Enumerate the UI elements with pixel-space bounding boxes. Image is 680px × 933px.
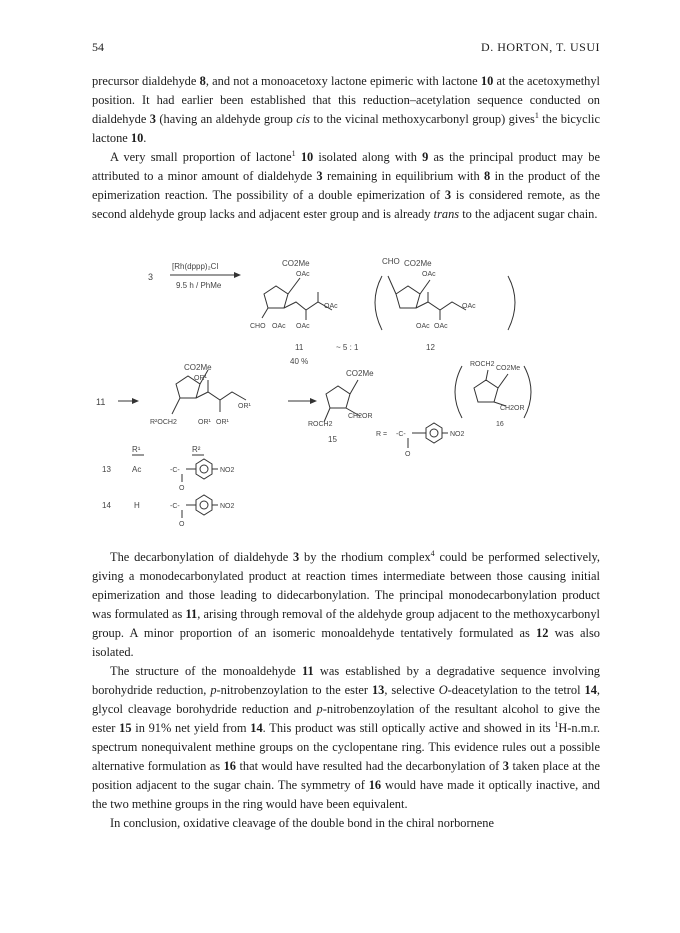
text-run: , selective (384, 683, 439, 697)
body-text-bottom (92, 548, 600, 833)
text-run: p (316, 702, 323, 716)
label-oac: OAc (272, 323, 286, 330)
table-row-r2: -C- (170, 503, 180, 510)
table-row-compound: 14 (102, 501, 111, 510)
scheme-svg (92, 252, 600, 532)
compound-ref: 9 (422, 150, 429, 164)
table-row-r2-carbonyl: O (179, 521, 185, 528)
text-run: isolated along with (313, 150, 423, 164)
label-or1: OR¹ (216, 419, 229, 426)
compound-ref: 3 (316, 169, 323, 183)
text-run: -nitrobenzoylation of the resultant alcohol to give the ester (92, 702, 600, 735)
paragraph (92, 814, 600, 833)
label-cho: CHO (382, 257, 400, 266)
text-run: -deacetylation to the tetrol (447, 683, 585, 697)
paragraph (92, 148, 600, 224)
compound-ref: 13 (371, 683, 385, 697)
text-run: in 91% net yield from (131, 721, 251, 735)
arrow-head (234, 272, 241, 278)
paragraph (92, 72, 600, 148)
table-row-r1: Ac (132, 465, 142, 474)
compound-ref: 14 (584, 683, 597, 697)
label-co2me: CO2Me (404, 259, 432, 268)
label-ch2or: CH2OR (348, 413, 373, 420)
text-run: trans (433, 207, 460, 221)
label-oac: OAc (296, 271, 310, 278)
text-run: at the acetoxymethyl position. It had earlier been established that this reduction–acetylation sequence conducted on dialdehyde (92, 74, 600, 126)
label-oac: OAc (324, 303, 338, 310)
table-row-r2-carbonyl: O (179, 485, 185, 492)
text-run: remaining in equilibrium with (322, 169, 485, 183)
running-head: D. HORTON, T. USUI (481, 40, 600, 54)
label-ch2or: CH2OR (500, 405, 525, 412)
text-run: in the product of the epimerization reaction. The possibility of a double epimerization of (92, 169, 600, 202)
row-13-ring (182, 459, 218, 482)
compound-number-15: 15 (328, 435, 337, 444)
text-run: as the principal product may be attributed to a minor amount of dialdehyde (92, 150, 600, 183)
table-col-r2: R² (192, 445, 201, 454)
text-run: by the rhodium complex (299, 550, 431, 564)
r-definition-group: -C- (396, 431, 406, 438)
text-run: to the vicinal methoxycarbonyl group) gives (309, 112, 535, 126)
compound-ref: 14 (250, 721, 263, 735)
label-roch2: ROCH2 (308, 421, 333, 428)
text-run: The decarbonylation of dialdehyde (110, 550, 294, 564)
label-oac: OAc (462, 303, 476, 310)
compound-ref: 3 (293, 550, 300, 564)
close-paren (508, 276, 515, 330)
text-run: to the adjacent sugar chain. (459, 207, 598, 221)
reference-mark: 4 (430, 548, 435, 558)
text-run: The structure of the monoaldehyde (110, 664, 302, 678)
text-run: is considered remote, as the second aldehyde group lacks and adjacent ester group and is already (92, 188, 600, 221)
compound-number-16: 16 (496, 421, 504, 428)
structure-12 (388, 276, 466, 320)
product-number-12: 12 (426, 343, 435, 352)
conditions: 9.5 h / PhMe (176, 281, 222, 290)
label-r2och2: R²OCH2 (150, 419, 177, 426)
label-roch2: ROCH2 (470, 361, 495, 368)
text-run: . (143, 131, 147, 145)
reference-mark: 1 (554, 719, 559, 729)
text-run: In conclusion, oxidative cleavage of the double bond in the chiral norbornene (110, 816, 494, 830)
label-co2me: CO2Me (346, 369, 374, 378)
label-oac: OAc (422, 271, 436, 278)
label-co2me: CO2Me (496, 365, 521, 372)
row-14-ring (182, 495, 218, 518)
compound-ref: 11 (185, 607, 198, 621)
compound-ref: 16 (223, 759, 236, 773)
text-run: A very small proportion of lactone (110, 150, 292, 164)
label-cho: CHO (250, 323, 266, 330)
page-number: 54 (92, 40, 104, 54)
table-row-r2-sub: NO2 (220, 503, 235, 510)
text-run: would have made it optically inactive, and the two methine groups in the ring would have been equivalent. (92, 778, 601, 811)
label-oac: OAc (416, 323, 430, 330)
table-row-r2: -C- (170, 467, 180, 474)
text-run: was also isolated. (92, 626, 600, 659)
text-run: was established by a degradative sequence involving borohydride reduction, (92, 664, 600, 697)
text-run: , arising through removal of the aldehyde group adjacent to the methoxycarbonyl group. A minor proportion of an isomeric monoaldehyde tentatively formulated as (92, 607, 600, 640)
product-yield: 40 % (290, 357, 309, 366)
reaction-scheme (92, 252, 600, 532)
text-run: could be performed selectively, giving a monodecarbonylated product at reaction times intermediate between those causing initial epimerization and those leading to didecarbonylation. The principal monodecarbonylation product was formulated as (92, 550, 600, 621)
structure-16 (474, 370, 508, 406)
text-run: cis (296, 112, 310, 126)
label-or1: OR¹ (194, 375, 207, 382)
label-oac: OAc (296, 323, 310, 330)
start-number-11: 11 (96, 397, 106, 407)
r-definition-substituent: NO2 (450, 431, 465, 438)
open-paren (375, 276, 382, 330)
compound-ref: 10 (480, 74, 494, 88)
compound-ref: 10 (130, 131, 144, 145)
product-number-11: 11 (295, 343, 304, 352)
compound-ref: 11 (302, 664, 314, 678)
text-run: the bicyclic lactone (92, 112, 600, 145)
reactant-number: 3 (148, 272, 154, 282)
product-ratio: ~ 5 : 1 (336, 343, 359, 352)
text-run: precursor dialdehyde (92, 74, 200, 88)
label-co2me: CO2Me (282, 259, 310, 268)
text-run: that would have resulted had the decarbonylation of (235, 759, 503, 773)
text-run: (having an aldehyde group (155, 112, 297, 126)
paragraph (92, 548, 600, 662)
r-group-ring (408, 423, 448, 448)
paragraph (92, 662, 600, 814)
label-oac: OAc (434, 323, 448, 330)
structure-13-14 (172, 370, 246, 414)
compound-ref: 3 (149, 112, 156, 126)
text-run: p (210, 683, 217, 697)
text-run: -nitrobenzoylation to the ester (216, 683, 372, 697)
label-co2me: CO2Me (184, 363, 212, 372)
compound-ref: 10 (300, 150, 314, 164)
label-or1: OR¹ (238, 403, 251, 410)
compound-ref: 3 (444, 188, 452, 202)
table-row-r1: H (134, 501, 140, 510)
page-header (92, 40, 600, 56)
structure-11 (262, 278, 332, 320)
reference-mark: 1 (291, 148, 296, 158)
text-run: . This product was still optically active and showed in its (262, 721, 555, 735)
compound-ref: 3 (502, 759, 509, 773)
text-run: , glycol cleavage borohydride reduction and (92, 683, 600, 716)
table-row-compound: 13 (102, 465, 111, 474)
table-col-r1: R¹ (132, 445, 141, 454)
text-run: , and not a monoacetoxy lactone epimeric with lactone (205, 74, 481, 88)
table-row-r2-sub: NO2 (220, 467, 235, 474)
compound-ref: 12 (536, 626, 549, 640)
body-text-top (92, 72, 600, 224)
reagent: [Rh(dppp)₂Cl (172, 262, 219, 271)
compound-ref: 8 (199, 74, 206, 88)
r-definition-carbonyl: O (405, 451, 411, 458)
compound-ref: 8 (484, 169, 491, 183)
text-run: taken place at the position adjacent to the sugar chain. The symmetry of (92, 759, 600, 792)
r-definition-label: R = (376, 431, 388, 438)
text-run: H-n.m.r. spectrum nonequivalent methine groups on the cyclopentane ring. This evidence rules out a possible alternative formulation as (92, 721, 600, 773)
compound-ref: 16 (368, 778, 382, 792)
text-run: O (438, 683, 448, 697)
compound-ref: 15 (119, 721, 132, 735)
reference-mark: 1 (534, 110, 539, 120)
label-or1: OR¹ (198, 419, 211, 426)
